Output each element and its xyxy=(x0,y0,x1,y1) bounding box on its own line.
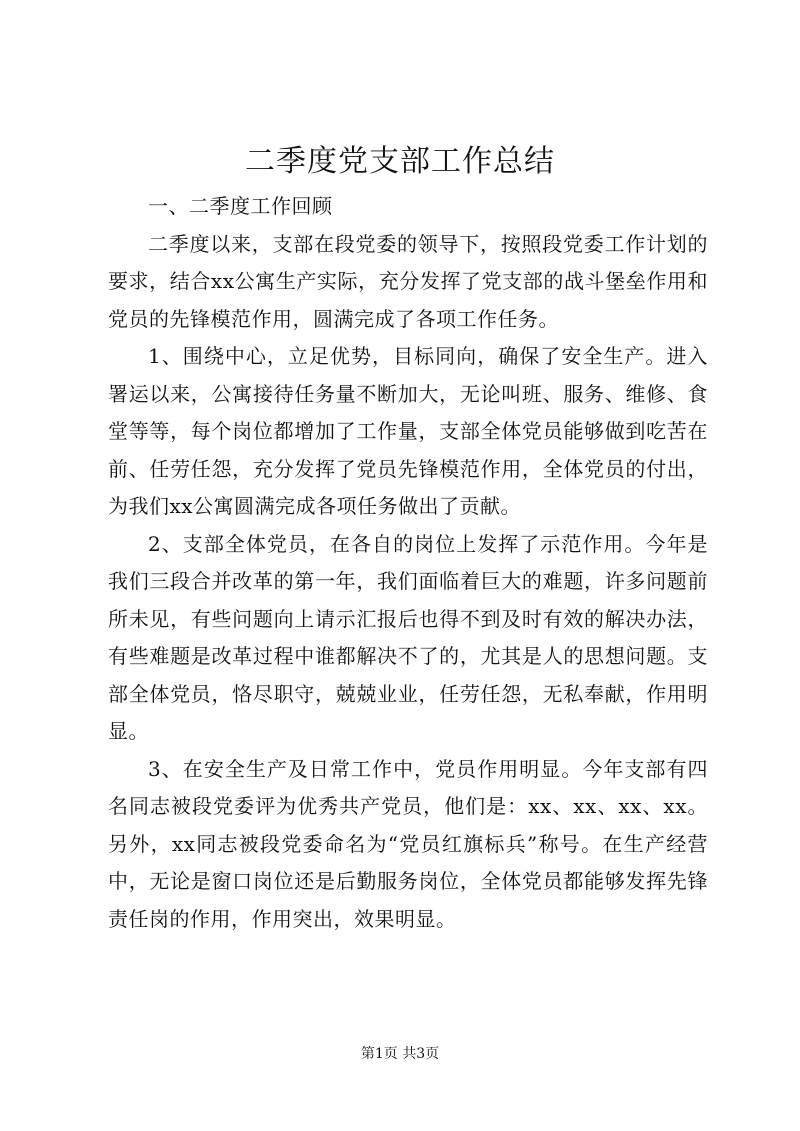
document-body xyxy=(108,188,708,938)
paragraph-intro: 二季度以来，支部在段党委的领导下，按照段党委工作计划的要求，结合xx公寓生产实际，充分发挥了党支部的战斗堡垒作用和党员的先锋模范作用，圆满完成了各项工作任务。 xyxy=(108,231,708,331)
paragraph-item-3: 3、在安全生产及日常工作中，党员作用明显。今年支部有四名同志被段党委评为优秀共产党员，他们是：xx、xx、xx、xx。另外，xx同志被段党委命名为“党员红旗标兵”称号。在生产经营中，无论是窗口岗位还是后勤服务岗位，全体党员都能够发挥先锋责任岗的作用，作用突出，效果明显。 xyxy=(108,756,708,931)
section-heading: 一、二季度工作回顾 xyxy=(148,194,333,218)
paragraph-item-2: 2、支部全体党员，在各自的岗位上发挥了示范作用。今年是我们三段合并改革的第一年，我们面临着巨大的难题，许多问题前所未见，有些问题向上请示汇报后也得不到及时有效的解决办法，有些难题是改革过程中谁都解决不了的，尤其是人的思想问题。支部全体党员，恪尽职守，兢兢业业，任劳任怨，无私奉献，作用明显。 xyxy=(108,531,708,743)
page-title: 二季度党支部工作总结 xyxy=(245,144,555,179)
paragraph-item-1: 1、围绕中心，立足优势，目标同向，确保了安全生产。进入署运以来，公寓接待任务量不断加大，无论叫班、服务、维修、食堂等等，每个岗位都增加了工作量，支部全体党员能够做到吃苦在前、任劳任怨，充分发挥了党员先锋模范作用，全体党员的付出，为我们xx公寓圆满完成各项任务做出了贡献。 xyxy=(108,344,708,518)
page-footer: 第1页 共3页 xyxy=(360,1046,440,1062)
